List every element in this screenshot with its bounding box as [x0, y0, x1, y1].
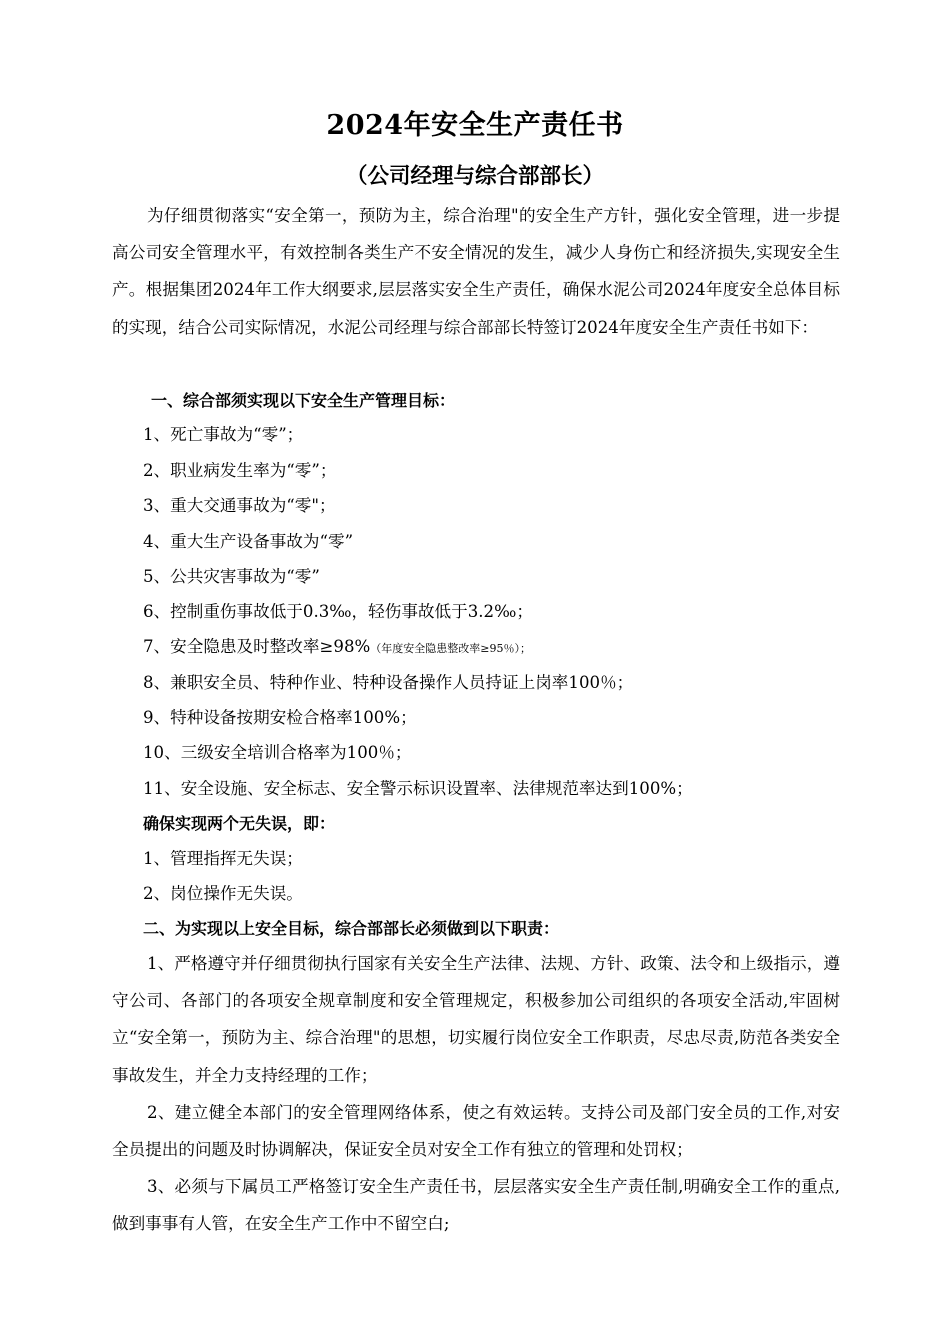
goal-item-text: 7、安全隐患及时整改率≥98% — [143, 637, 371, 656]
goal-item: 6、控制重伤事故低于0.3‰，轻伤事故低于3.2‰； — [143, 602, 533, 621]
goal-item-note: （年度安全隐患整改率≥95％）； — [370, 642, 531, 655]
goal-item: 9、特种设备按期安检合格率100%； — [143, 708, 417, 727]
document-subtitle: （公司经理与综合部部长） — [345, 164, 604, 189]
goal-item: 4、重大生产设备事故为“零” — [143, 532, 354, 551]
goal-item: 3、重大交通事故为“零"； — [143, 496, 336, 515]
duty-paragraph: 1、严格遵守并仔细贯彻执行国家有关安全生产法律、法规、方针、政策、法令和上级指示，遵守公司、各部门的各项安全规章制度和安全管理规定，积极参加公司组织的各项安全活动,牢固树立“安全第一，预防为主、综合治理"的思想，切实履行岗位安全工作职责，尽忠尽责,防范各类安全事故发生，并全力支持经理的工作； — [112, 954, 840, 1085]
document-title: 2024年安全生产责任书 — [326, 110, 624, 141]
intro-paragraph: 为仔细贯彻落实“安全第一，预防为主，综合治理"的安全生产方针，强化安全管理，进一步提高公司安全管理水平，有效控制各类生产不安全情况的发生，减少人身伤亡和经济损失,实现安全生产。根据集团2024年工作大纲要求,层层落实安全生产责任，确保水泥公司2024年度安全总体目标的实现，结合公司实际情况，水泥公司经理与综合部部长特签订2024年度安全生产责任书如下： — [112, 206, 840, 337]
no-error-item: 1、管理指挥无失误； — [143, 849, 303, 868]
goal-item: 10、三级安全培训合格率为100％； — [143, 743, 412, 762]
goal-item: 8、兼职安全员、特种作业、特种设备操作人员持证上岗率100％； — [143, 673, 634, 692]
goal-item: 1、死亡事故为“零”； — [143, 425, 304, 444]
no-error-heading: 确保实现两个无失误，即： — [143, 814, 336, 833]
goal-item — [143, 637, 843, 659]
duty-paragraph: 3、必须与下属员工严格签订安全生产责任书，层层落实安全生产责任制,明确安全工作的重点,做到事事有人管，在安全生产工作中不留空白; — [112, 1177, 840, 1234]
duty-paragraph: 2、建立健全本部门的安全管理网络体系，使之有效运转。支持公司及部门安全员的工作,对安全员提出的问题及时协调解决，保证安全员对安全工作有独立的管理和处罚权； — [112, 1103, 840, 1160]
goal-item: 11、安全设施、安全标志、安全警示标识设置率、法律规范率达到100%； — [143, 779, 693, 798]
no-error-item: 2、岗位操作无失误。 — [143, 884, 303, 903]
goal-item: 2、职业病发生率为“零”； — [143, 461, 337, 480]
goal-item: 5、公共灾害事故为“零” — [143, 567, 320, 586]
section2-heading: 二、为实现以上安全目标，综合部部长必须做到以下职责： — [143, 919, 560, 938]
section1-heading: 一、综合部须实现以下安全生产管理目标： — [151, 391, 456, 410]
